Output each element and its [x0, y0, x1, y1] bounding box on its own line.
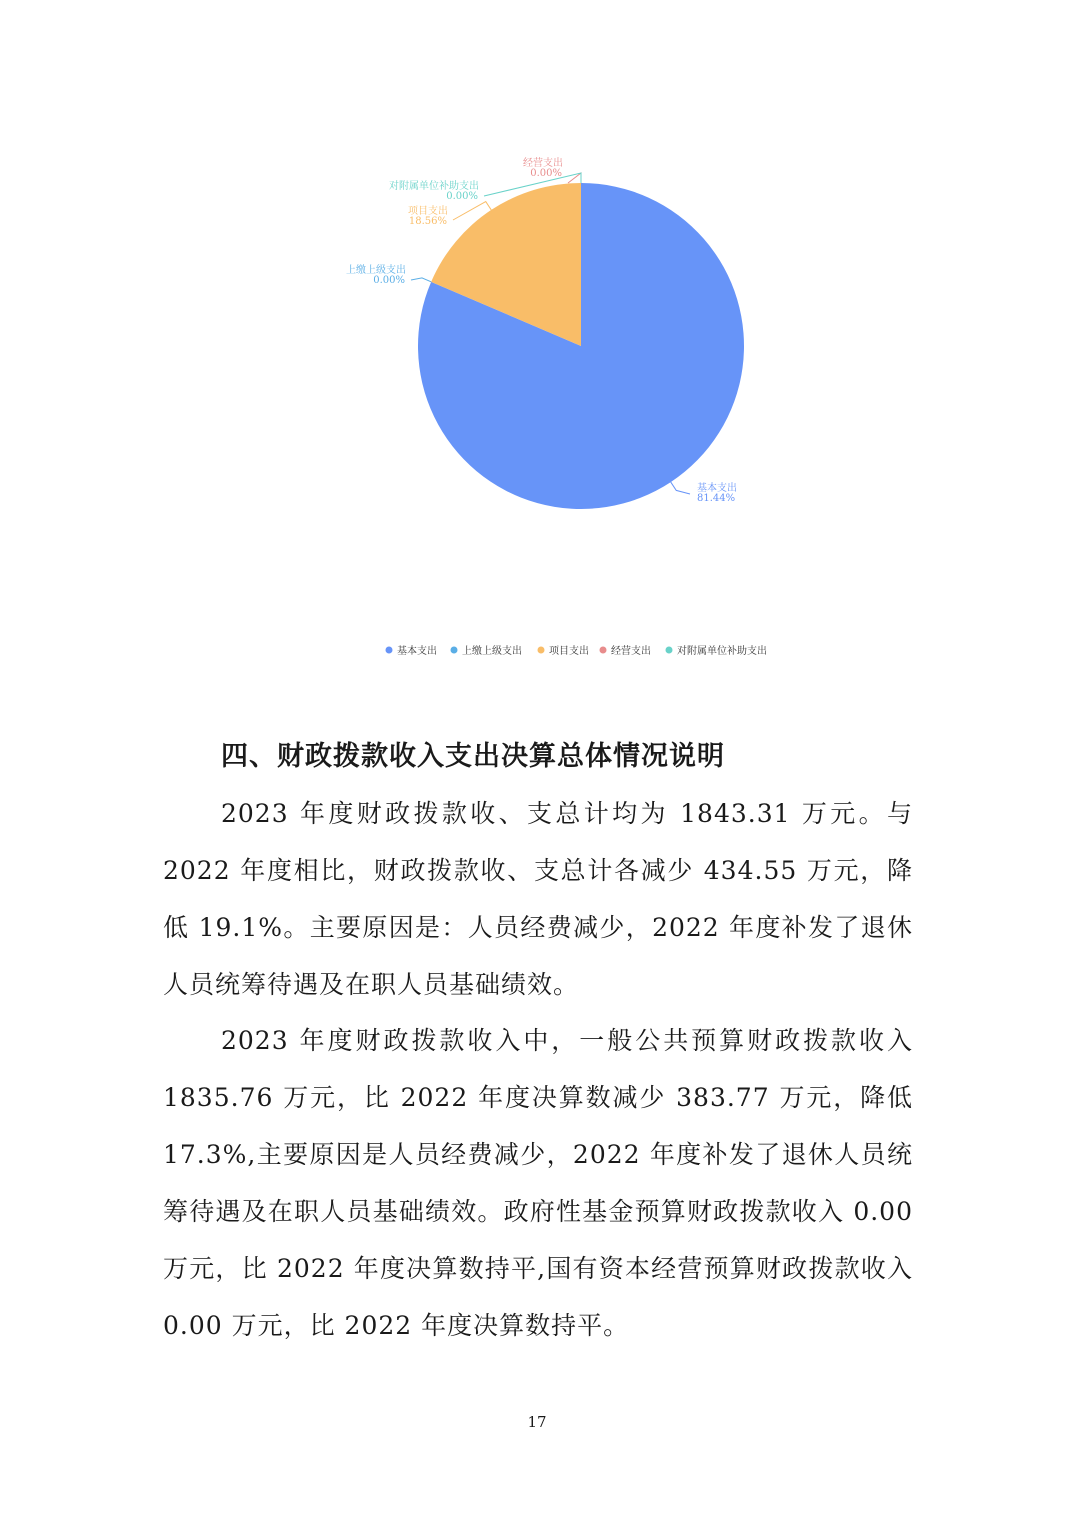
legend-marker-4: [666, 647, 673, 654]
slice-percent-label: 81.44%: [697, 493, 736, 504]
legend-label-0: 基本支出: [397, 646, 437, 657]
chart-legend: [386, 644, 768, 657]
legend-label-3: 经营支出: [611, 646, 651, 657]
leader-line-0: [671, 482, 690, 494]
legend-label-1: 上缴上级支出: [462, 646, 522, 657]
section-heading: 四、财政拨款收入支出决算总体情况说明: [221, 741, 725, 772]
slice-percent-label: 0.00%: [373, 275, 405, 286]
slice-name-label: 对附属单位补助支出: [389, 181, 479, 192]
slice-name-label: 经营支出: [523, 158, 563, 169]
legend-label-2: 项目支出: [549, 646, 589, 657]
legend-marker-0: [386, 647, 393, 654]
legend-marker-1: [451, 647, 458, 654]
slice-name-label: 基本支出: [697, 483, 737, 494]
legend-marker-3: [600, 647, 607, 654]
paragraph-total-overview: 2023 年度财政拨款收、支总计均为 1843.31 万元。与 2022 年度相比，财政拨款收、支总计各减少 434.55 万元，降低 19.1%。主要原因是：人员经费减少，2022 年度补发了退休人员统筹待遇及在职人员基础绩效。: [163, 799, 913, 999]
slice-percent-label: 0.00%: [446, 191, 478, 202]
legend-marker-2: [538, 647, 545, 654]
legend-label-4: 对附属单位补助支出: [677, 646, 767, 657]
slice-percent-label: 0.00%: [530, 168, 562, 179]
page-number: 17: [527, 1413, 547, 1431]
leader-line-1: [411, 278, 431, 282]
paragraph-income-breakdown: 2023 年度财政拨款收入中，一般公共预算财政拨款收入 1835.76 万元，比 2022 年度决算数减少 383.77 万元，降低 17.3%,主要原因是人员经费减少，2022 年度补发了退休人员统筹待遇及在职人员基础绩效。政府性基金预算财政拨款收入 0.00 万元，比 2022 年度决算数持平,国有资本经营预算财政拨款收入 0.00 万元，比 2022 年度决算数持平。: [163, 1026, 913, 1340]
slice-percent-label: 18.56%: [408, 216, 447, 227]
slice-name-label: 上缴上级支出: [346, 265, 406, 276]
slice-name-label: 项目支出: [408, 206, 448, 217]
expenditure-pie-chart: [0, 0, 1074, 700]
pie-slices: [418, 183, 744, 509]
